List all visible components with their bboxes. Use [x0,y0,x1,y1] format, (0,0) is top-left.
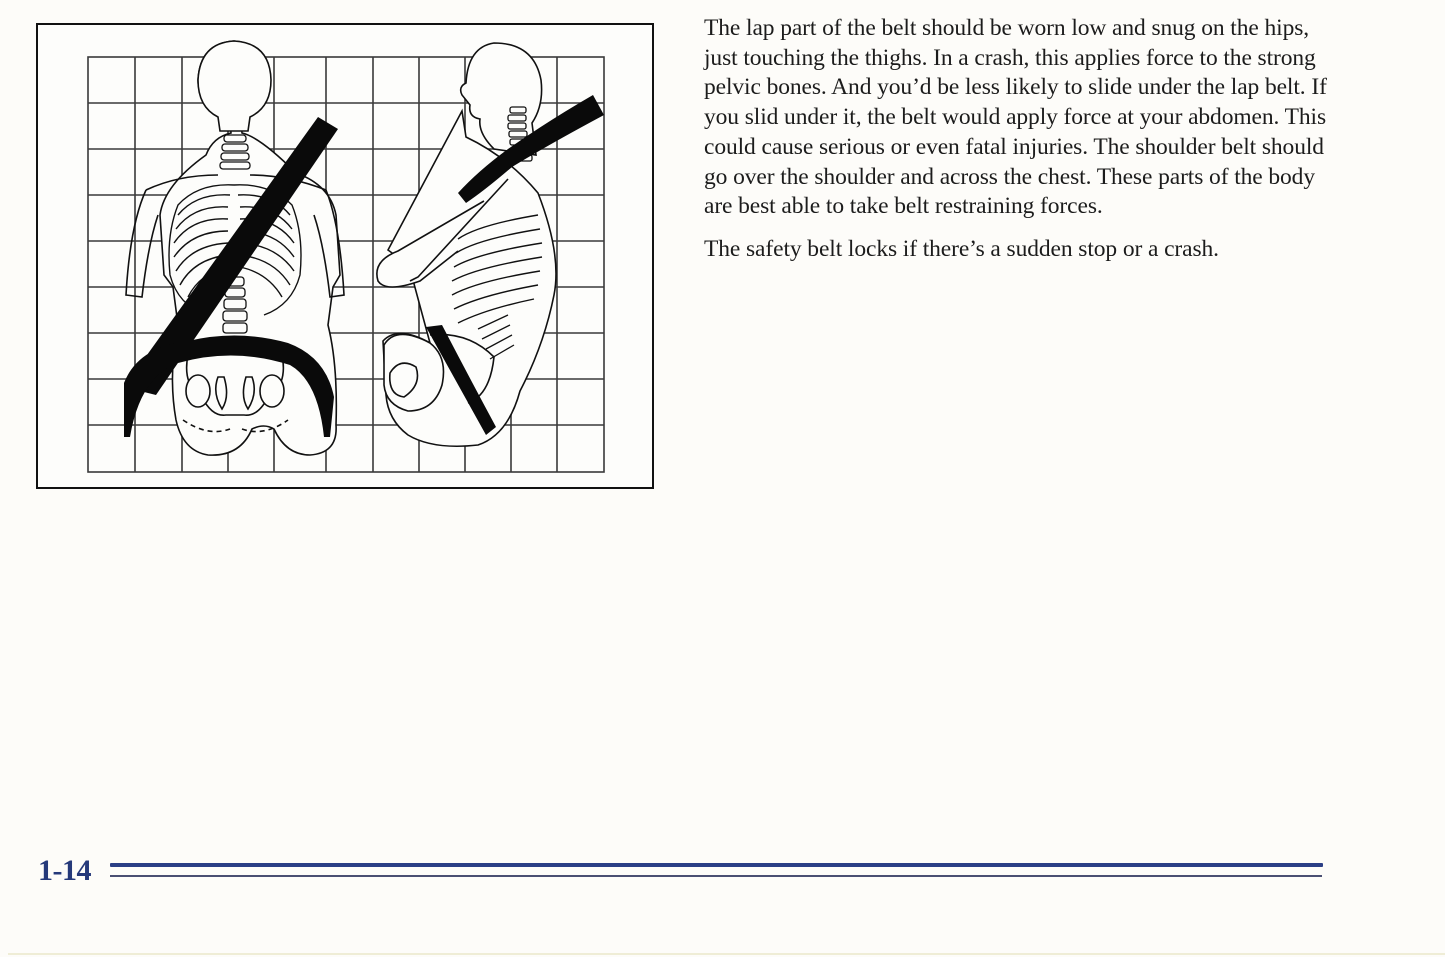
paragraph-belt-locks: The safety belt locks if there’s a sudden stop or a crash. [704,235,1219,262]
page-edge [8,953,1445,955]
footer-rule-thin [110,875,1322,877]
safety-belt-illustration [36,23,654,489]
paragraph-lap-belt: The lap part of the belt should be worn low and snug on the hips, just touching the thighs. In a crash, this applies force to the strong pelvic bones. And you’d be less likely to slide under the lap belt. If you slid under it, the belt would apply force at your abdomen. This could cause serious or even fatal injuries. The shoulder belt should go over the shoulder and across the chest. These parts of the body are best able to take belt restraining forces. [704,15,1327,220]
footer-rule-thick [110,863,1323,867]
page-footer [38,850,1328,890]
skeleton-belt-diagram [38,25,652,487]
page-number: 1-14 [38,854,91,887]
body-text [704,14,1344,278]
